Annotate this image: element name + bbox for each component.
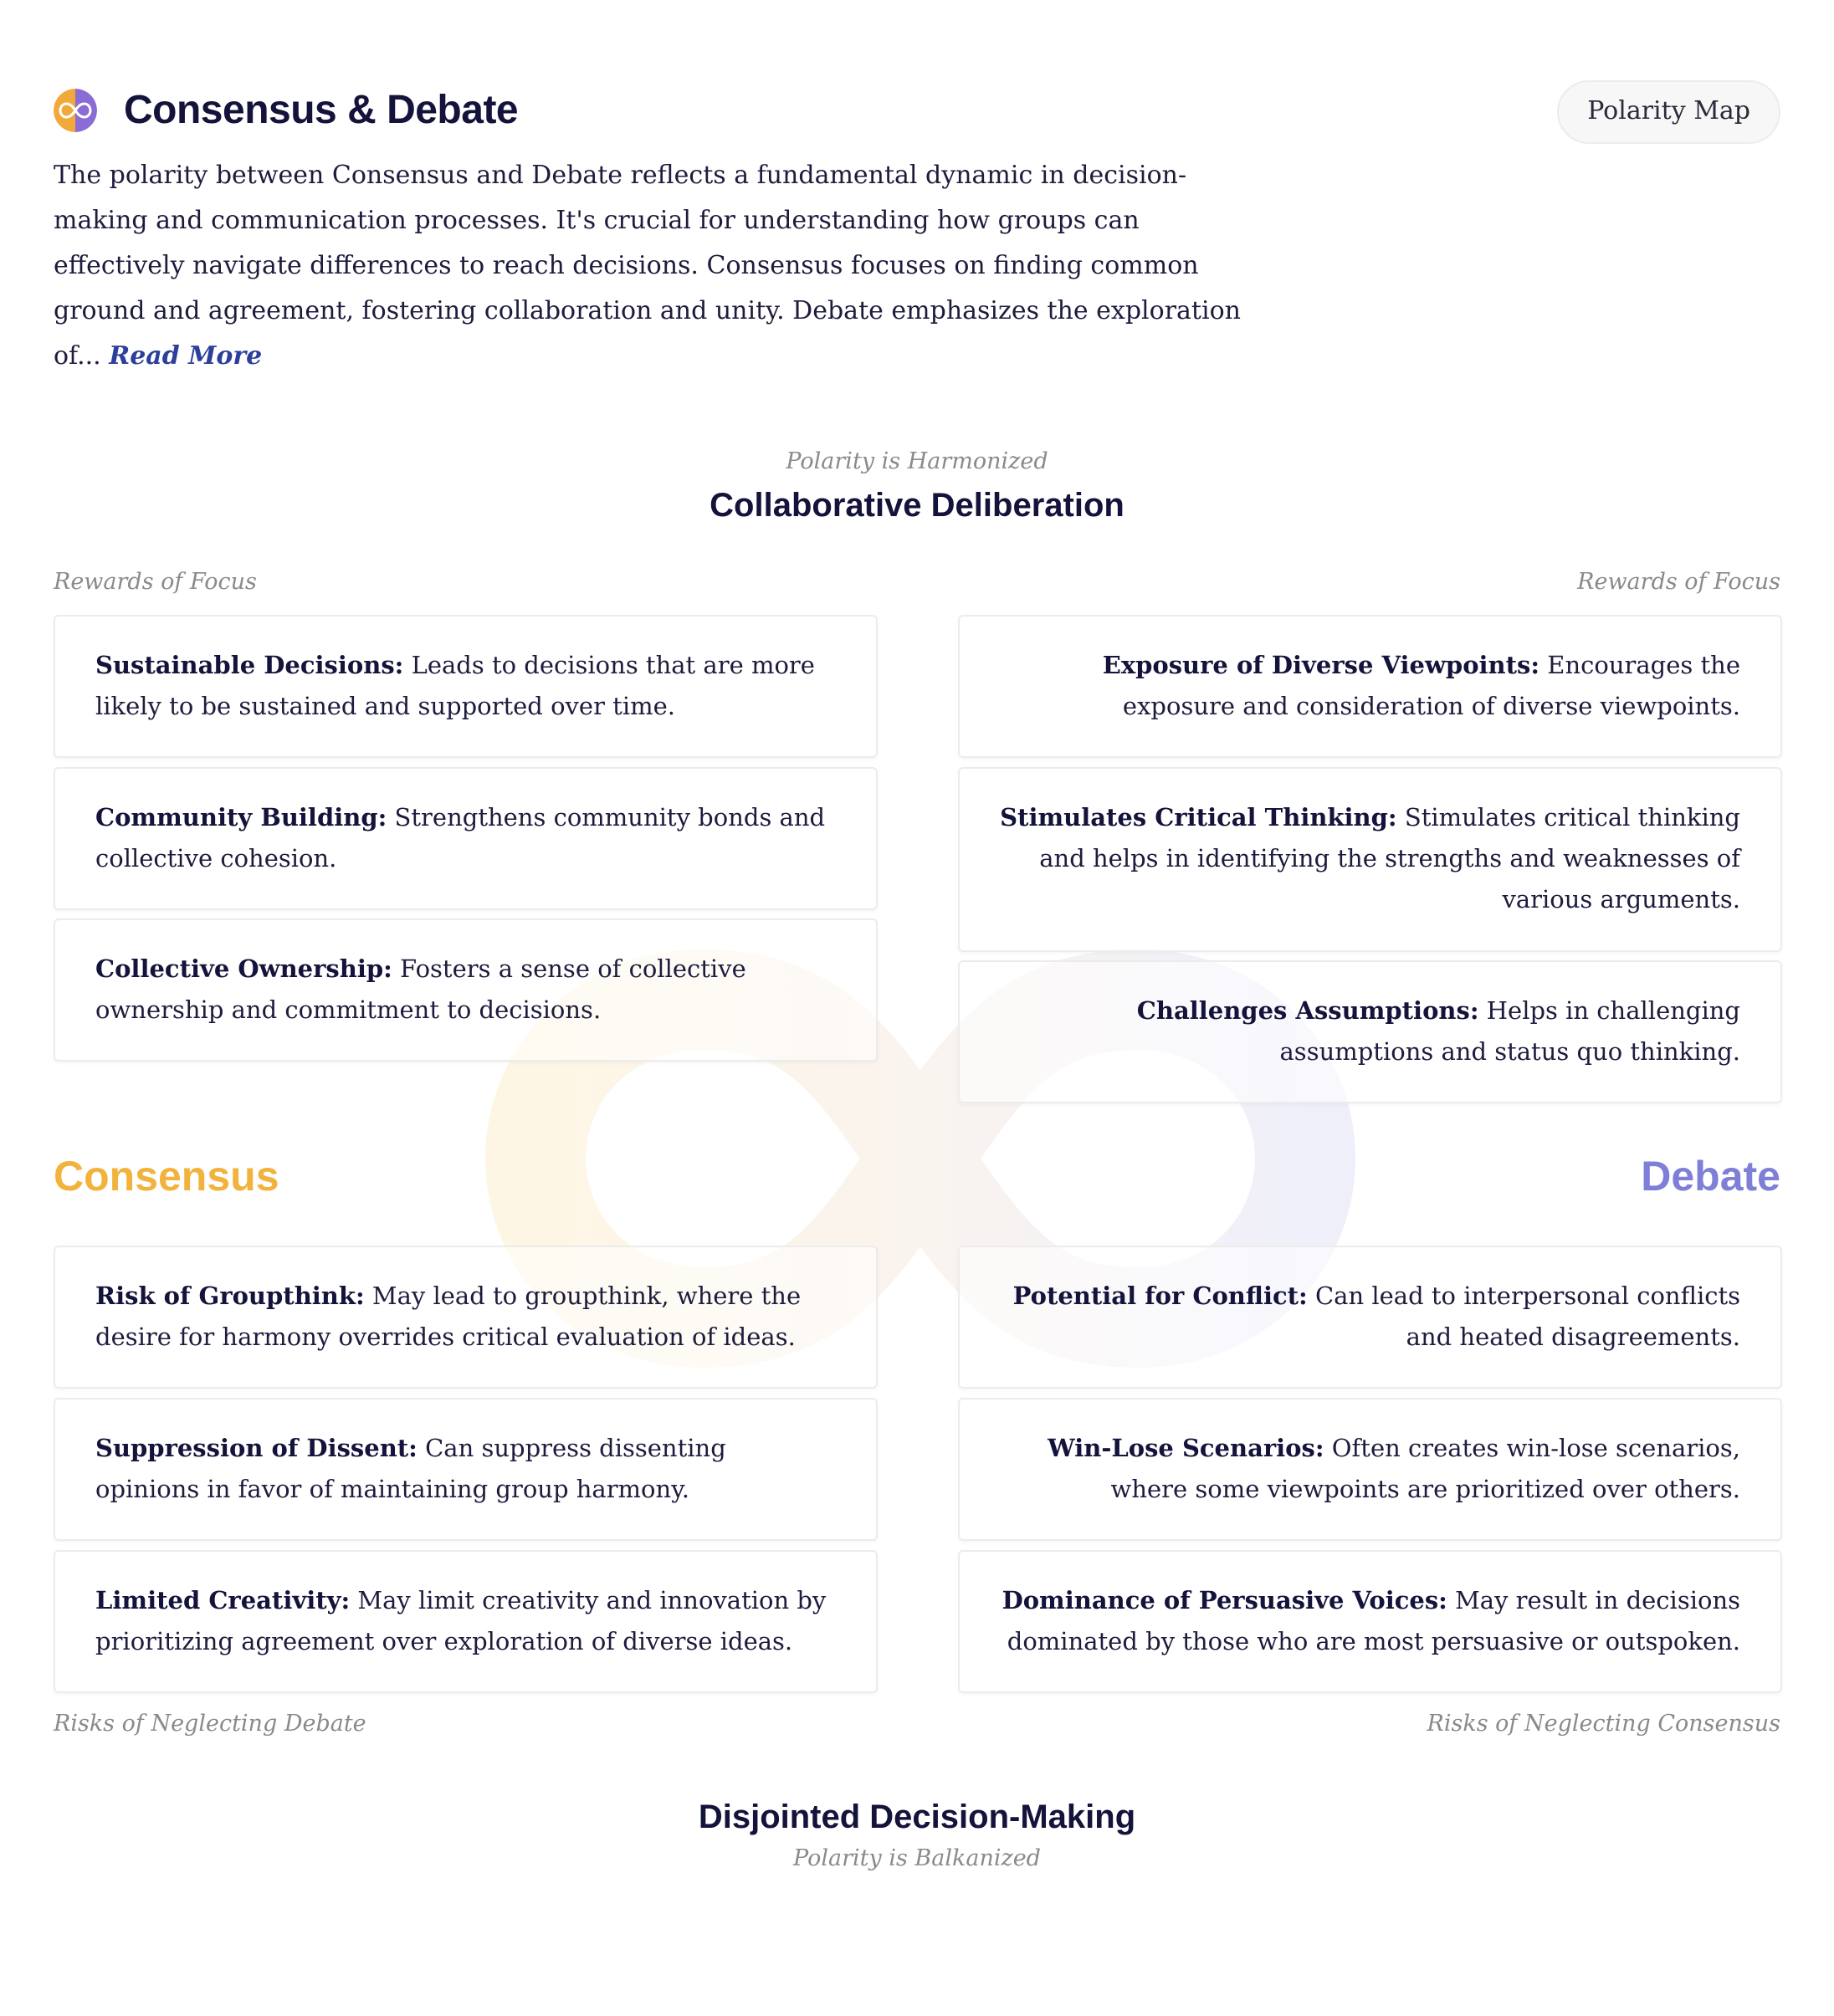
left-risk-card	[54, 1246, 878, 1389]
card-title: Risk of Groupthink:	[95, 1282, 365, 1310]
right-reward-card	[958, 767, 1782, 952]
card-text: Can lead to interpersonal conflicts and heated disagreements.	[1314, 1282, 1740, 1351]
polarity-logo-icon	[54, 89, 97, 132]
polarity-map-button[interactable]: Polarity Map	[1557, 80, 1780, 144]
card-text: Helps in challenging assumptions and status quo thinking.	[1279, 996, 1740, 1066]
harmonized-label: Polarity is Harmonized	[786, 448, 1048, 474]
card-text: May result in decisions dominated by those who are most persuasive or outspoken.	[1007, 1586, 1740, 1655]
card-text: Strengthens community bonds and collective cohesion.	[95, 803, 826, 872]
card-text: Can suppress dissenting opinions in favor of maintaining group harmony.	[95, 1434, 726, 1503]
card-text: May limit creativity and innovation by prioritizing agreement over exploration of diverse ideas.	[95, 1586, 827, 1655]
card-text: Fosters a sense of collective ownership and commitment to decisions.	[95, 954, 746, 1024]
card-text: May lead to groupthink, where the desire for harmony overrides critical evaluation of ideas.	[95, 1282, 802, 1351]
left-risk-card	[54, 1550, 878, 1693]
top-heading	[0, 443, 1834, 529]
card-text: Stimulates critical thinking and helps in identifying the strengths and weaknesses of various arguments.	[1039, 803, 1740, 913]
card-title: Challenges Assumptions:	[1136, 996, 1479, 1025]
right-risk-card	[958, 1398, 1782, 1541]
left-risks-label: Risks of Neglecting Debate	[54, 1711, 366, 1737]
balkanized-label: Polarity is Balkanized	[793, 1845, 1041, 1871]
left-risk-card	[54, 1398, 878, 1541]
card-text: Encourages the exposure and consideration of diverse viewpoints.	[1122, 651, 1740, 720]
card-title: Collective Ownership:	[95, 954, 392, 983]
left-rewards-label: Rewards of Focus	[54, 569, 257, 595]
card-title: Limited Creativity:	[95, 1586, 351, 1614]
header	[54, 80, 1780, 139]
harmonized-title: Collaborative Deliberation	[710, 487, 1124, 524]
card-title: Potential for Conflict:	[1012, 1282, 1308, 1310]
card-title: Suppression of Dissent:	[95, 1434, 418, 1462]
balkanized-title: Disjointed Decision-Making	[698, 1799, 1136, 1835]
right-risk-card	[958, 1246, 1782, 1389]
card-title: Win-Lose Scenarios:	[1048, 1434, 1324, 1462]
card-title: Community Building:	[95, 803, 387, 831]
bottom-heading	[0, 1793, 1834, 1877]
left-reward-card	[54, 767, 878, 910]
card-text: Leads to decisions that are more likely to be sustained and supported over time.	[95, 651, 815, 720]
intro-description	[54, 153, 1242, 379]
debate-pole-label: Debate	[1641, 1153, 1780, 1200]
right-reward-card	[958, 960, 1782, 1103]
card-text: Often creates win-lose scenarios, where some viewpoints are prioritized over others.	[1110, 1434, 1740, 1503]
right-risks-label: Risks of Neglecting Consensus	[1427, 1711, 1780, 1737]
right-rewards-label: Rewards of Focus	[1577, 569, 1780, 595]
card-title: Stimulates Critical Thinking:	[1000, 803, 1397, 831]
card-title: Exposure of Diverse Viewpoints:	[1102, 651, 1540, 679]
left-reward-card	[54, 918, 878, 1062]
consensus-pole-label: Consensus	[54, 1153, 279, 1200]
read-more-link[interactable]: Read More	[109, 341, 263, 371]
right-reward-card	[958, 615, 1782, 758]
card-title: Dominance of Persuasive Voices:	[1002, 1586, 1447, 1614]
right-risk-card	[958, 1550, 1782, 1693]
intro-text: The polarity between Consensus and Debate reflects a fundamental dynamic in decision-making and communication processes. It's crucial for understanding how groups can effectively navigate differences to reach decisions. Consensus focuses on finding common ground and agreement, fostering collaboration and unity. Debate emphasizes the exploration of...	[54, 161, 1241, 371]
page-title: Consensus & Debate	[124, 88, 519, 132]
card-title: Sustainable Decisions:	[95, 651, 404, 679]
left-reward-card	[54, 615, 878, 758]
